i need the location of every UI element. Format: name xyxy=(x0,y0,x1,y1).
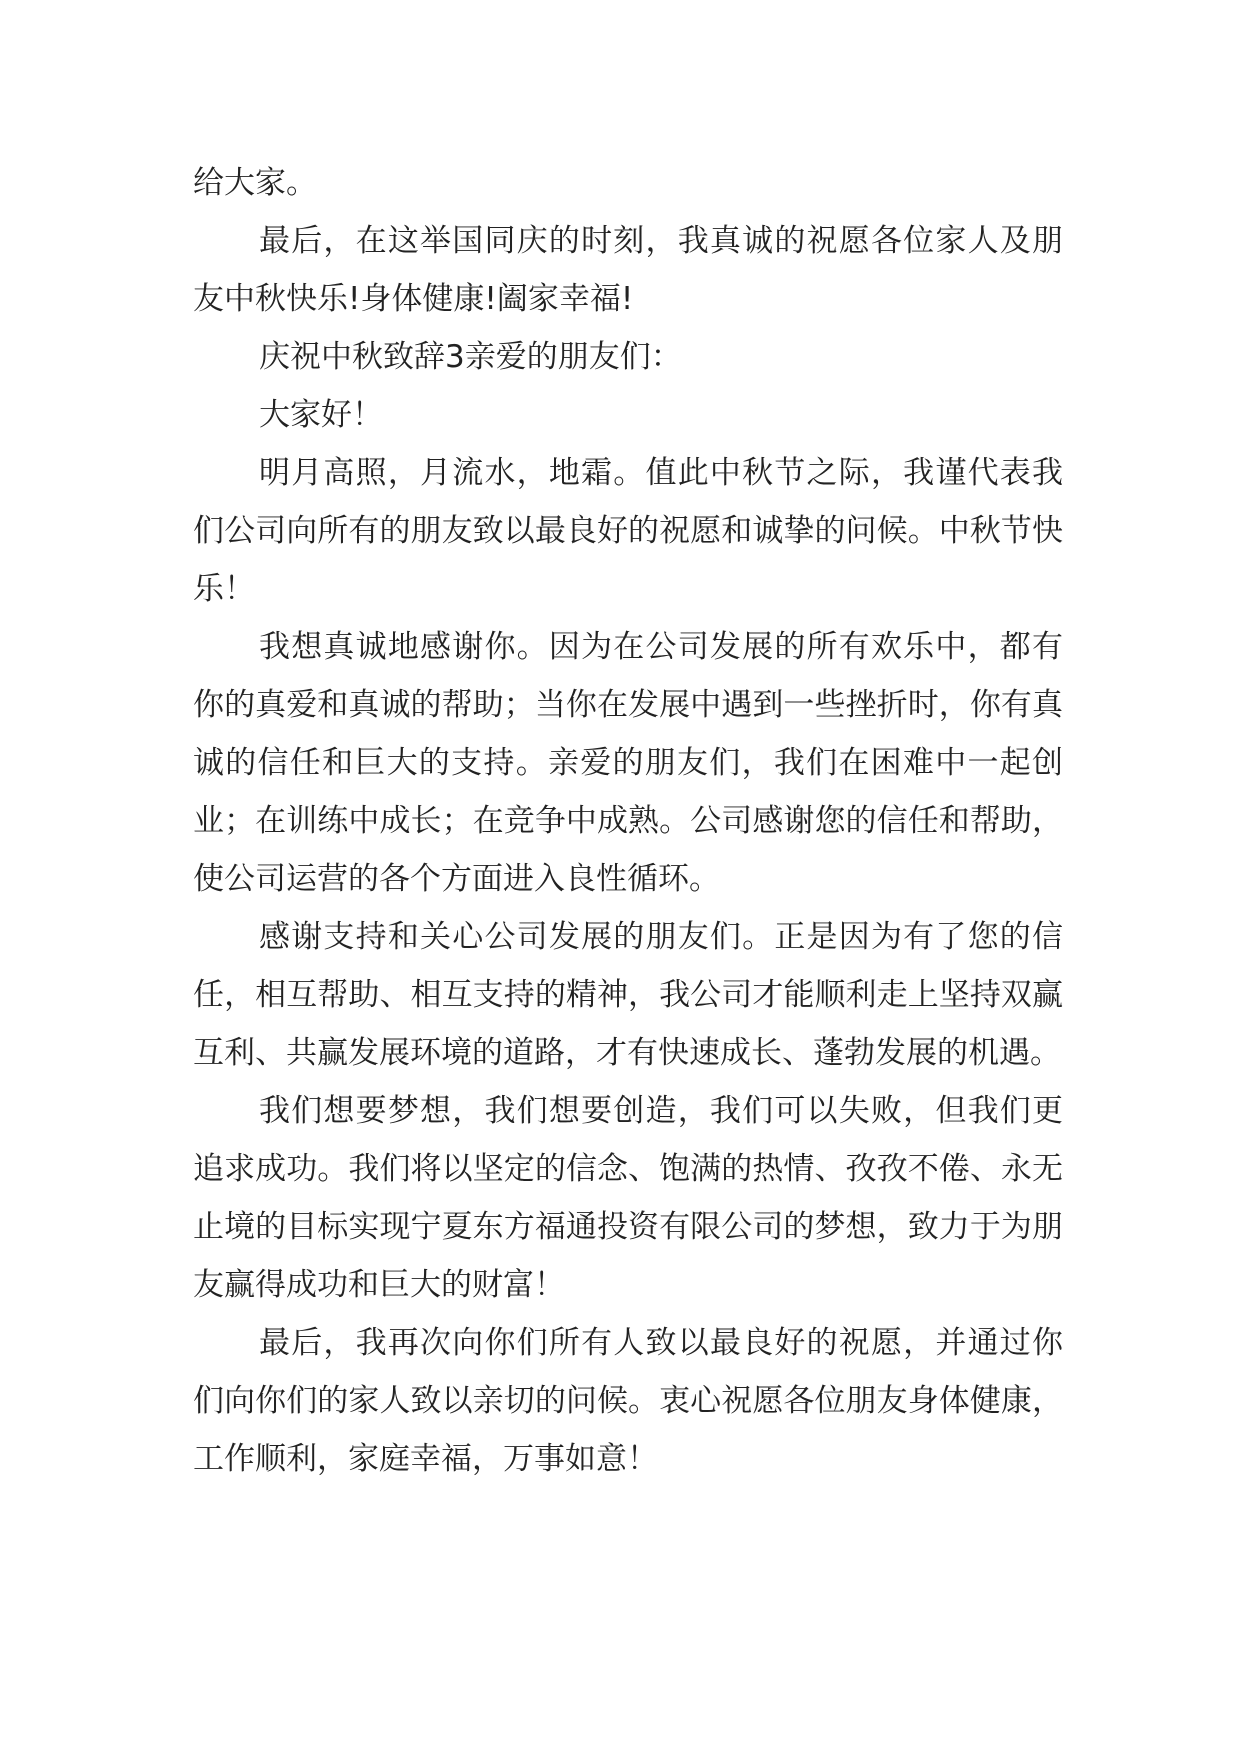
paragraph-9: 最后，我再次向你们所有人致以最良好的祝愿，并通过你们向你们的家人致以亲切的问候。衷心祝愿各位朋友身体健康，工作顺利，家庭幸福，万事如意！ xyxy=(193,1325,1063,1477)
paragraph-4: 大家好！ xyxy=(259,397,383,433)
paragraph-6: 我想真诚地感谢你。因为在公司发展的所有欢乐中，都有你的真爱和真诚的帮助；当你在发展中遇到一些挫折时，你有真诚的信任和巨大的支持。亲爱的朋友们，我们在困难中一起创业；在训练中成长；在竞争中成熟。公司感谢您的信任和帮助，使公司运营的各个方面进入良性循环。 xyxy=(193,629,1063,897)
paragraph-3: 庆祝中秋致辞3亲爱的朋友们： xyxy=(259,339,682,375)
paragraph-1: 给大家。 xyxy=(193,165,317,201)
document-body xyxy=(193,154,1063,1488)
paragraph-7: 感谢支持和关心公司发展的朋友们。正是因为有了您的信任，相互帮助、相互支持的精神，我公司才能顺利走上坚持双赢互利、共赢发展环境的道路，才有快速成长、蓬勃发展的机遇。 xyxy=(193,919,1063,1071)
paragraph-8: 我们想要梦想，我们想要创造，我们可以失败，但我们更追求成功。我们将以坚定的信念、饱满的热情、孜孜不倦、永无止境的目标实现宁夏东方福通投资有限公司的梦想，致力于为朋友赢得成功和巨大的财富！ xyxy=(193,1093,1063,1303)
paragraph-5: 明月高照，月流水，地霜。值此中秋节之际，我谨代表我们公司向所有的朋友致以最良好的祝愿和诚挚的问候。中秋节快乐！ xyxy=(193,455,1063,607)
paragraph-2: 最后，在这举国同庆的时刻，我真诚的祝愿各位家人及朋友中秋快乐!身体健康!阖家幸福! xyxy=(193,223,1063,317)
